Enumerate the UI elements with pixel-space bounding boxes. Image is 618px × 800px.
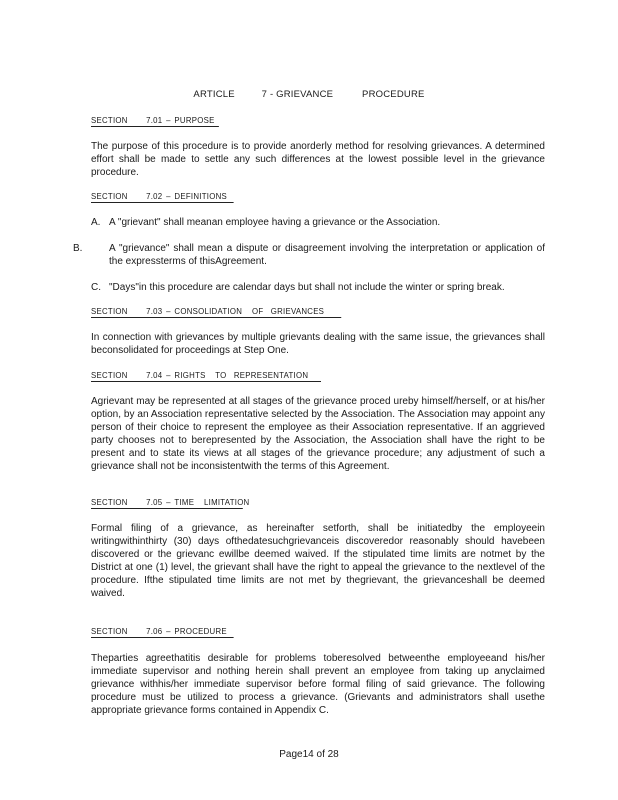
article-number: 7 - GRIEVANCE <box>261 89 334 100</box>
section-heading-7-06 <box>91 626 234 638</box>
section-label: SECTION <box>91 115 128 125</box>
section-label: SECTION <box>91 497 128 507</box>
section-title: PROCEDURE <box>174 626 227 636</box>
article-procedure-word: PROCEDURE <box>362 89 425 100</box>
definition-label: A. <box>91 217 101 228</box>
representation-paragraph: Agrievant may be represented at all stages of the grievance proced ureby himself/herself, or at his/her option, by an Association representative selected by the Association. The Association may appoint any person of their choice to represent the employee as their Association representative. If an aggrieved party chooses not to berepresented by the Association, the Association shall have the right to be present and to state its views at all stages of the grievance procedure; any adjustment of such a grievance shall not be inconsistentwith the terms of this Agreement. <box>91 396 545 472</box>
section-number: 7.05 <box>146 497 163 507</box>
definition-text: "Days"in this procedure are calendar days but shall not include the winter or spring break. <box>109 282 505 293</box>
definition-text: A "grievance" shall mean a dispute or disagreement involving the interpretation or application of the expressterms of thisAgreement. <box>109 243 545 267</box>
section-number: 7.02 <box>146 191 163 201</box>
section-heading-7-02 <box>91 191 234 203</box>
definition-item-b <box>73 242 545 268</box>
definition-item-a <box>91 216 545 229</box>
section-heading-7-04 <box>91 370 321 382</box>
section-title: PURPOSE <box>174 115 215 125</box>
section-dash: – <box>166 306 171 316</box>
section-heading-7-01 <box>91 115 219 127</box>
section-title: CONSOLIDATION OF GRIEVANCES <box>174 306 325 316</box>
procedure-paragraph: Theparties agreethatitis desirable for problems toberesolved betweenthe employeeand his/her immediate supervisor and nothing herein shall prevent an employee from taking up anyclaimed grievance withhis/her immediate supervisor before formal filing of said grievance. The following procedure must be utilized to process a grievance. (Grievants and administrators shall usethe appropriate grievance forms contained in Appendix C. <box>91 653 545 716</box>
purpose-paragraph: The purpose of this procedure is to provide anorderly method for resolving grievances. A determined effort shall be made to settle any such differences at the lowest possible level in the grievance procedure. <box>91 141 545 178</box>
section-dash: – <box>166 497 171 507</box>
section-dash: – <box>166 370 171 380</box>
definition-label: C. <box>91 282 101 293</box>
definition-label: B. <box>73 243 83 254</box>
consolidation-paragraph: In connection with grievances by multiple grievants dealing with the same issue, the grievances shall beconsolidated for proceedings at Step One. <box>91 332 545 356</box>
section-label: SECTION <box>91 306 128 316</box>
article-word: ARTICLE <box>193 89 235 100</box>
section-label: SECTION <box>91 626 128 636</box>
section-label: SECTION <box>91 370 128 380</box>
time-limitation-paragraph: Formal filing of a grievance, as hereinafter setforth, shall be initiatedby the employeein writingwithinthirty (30) days ofthedatesuchgrievanceis discoveredor reasonably should havebeen discovered or the grievanc ewillbe deemed waived. If the stipulated time limits are notmet by the District at one (1) level, the grievant shall have the right to appeal the grievance to the nextlevel of the procedure. Ifthe stipulated time limits are not met by thegrievant, the grievanceshall be deemed waived. <box>91 523 545 599</box>
section-dash: – <box>166 626 171 636</box>
section-number: 7.06 <box>146 626 163 636</box>
section-number: 7.01 <box>146 115 163 125</box>
section-number: 7.03 <box>146 306 163 316</box>
section-dash: – <box>166 191 171 201</box>
section-dash: – <box>166 115 171 125</box>
definition-text: A "grievant" shall meanan employee having a grievance or the Association. <box>109 217 441 228</box>
section-heading-7-05 <box>91 497 250 509</box>
section-heading-7-03 <box>91 306 341 318</box>
section-title: DEFINITIONS <box>174 191 227 201</box>
page-number: Page14 of 28 <box>279 749 339 760</box>
section-number: 7.04 <box>146 370 163 380</box>
section-title: TIME LIMITATION <box>174 497 250 507</box>
article-title <box>0 89 618 100</box>
section-title: RIGHTS TO REPRESENTATION <box>174 370 309 380</box>
definition-item-c <box>91 281 545 294</box>
section-label: SECTION <box>91 191 128 201</box>
